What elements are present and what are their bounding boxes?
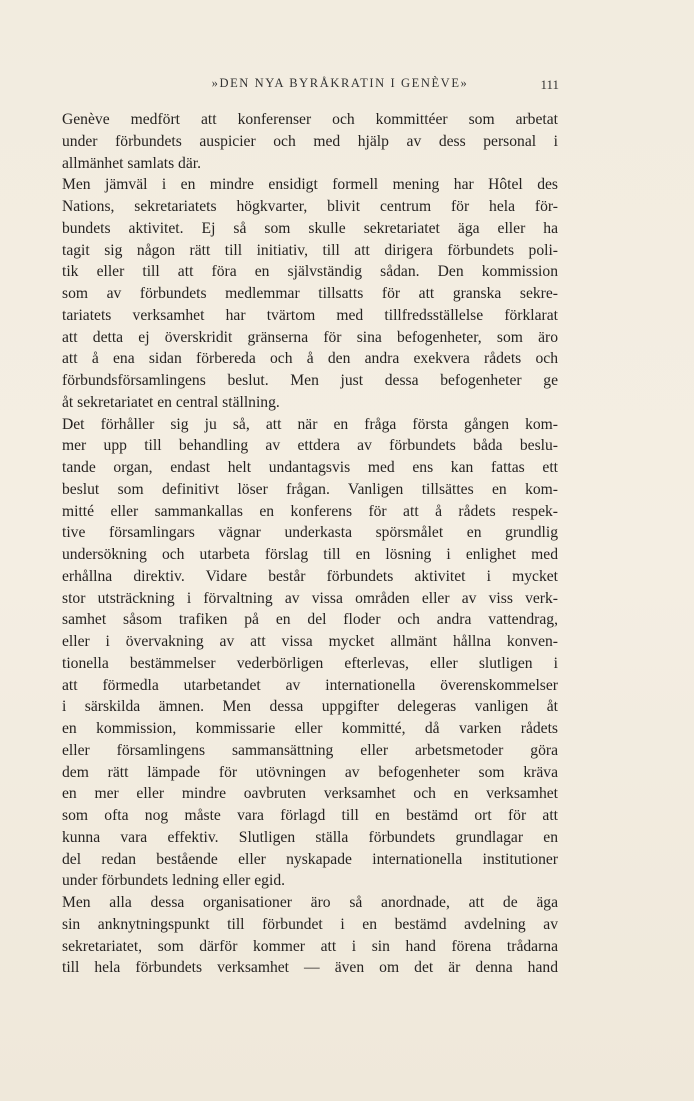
text-line: del redan bestående eller nyskapade internationella institutioner — [62, 850, 558, 868]
text-line: Genève medfört att konferenser och kommittéer som arbetat — [62, 111, 558, 128]
text-line: mer upp till behandling av ettdera av förbundets båda beslu- — [62, 437, 558, 455]
text-line: erhållna direktiv. Vidare består förbundets aktivitet i mycket — [62, 567, 558, 585]
text-line: stor utsträckning i förvaltning av vissa områden eller av viss verk- — [62, 589, 558, 607]
text-line: kunna vara effektiv. Slutligen ställa förbundets grundlagar en — [62, 828, 558, 846]
text-line: sin anknytningspunkt till förbundet i en bestämd avdelning av — [62, 915, 558, 933]
text-line: mitté eller sammankallas en konferens för att å rådets respek- — [62, 502, 558, 520]
text-line: en mer eller mindre oavbruten verksamhet och en verksamhet — [62, 785, 558, 803]
text-line: tive församlingars vägnar underkasta spörsmålet en grundlig — [62, 524, 558, 542]
text-line: i särskilda ämnen. Men dessa uppgifter delegeras vanligen åt — [62, 698, 558, 716]
text-line: Det förhåller sig ju så, att när en fråga första gången kom- — [62, 415, 558, 433]
text-line: tariatets verksamhet har tvärtom med tillfredsställelse förklarat — [62, 306, 558, 324]
text-line: samhet såsom trafiken på en del floder och andra vattendrag, — [62, 611, 558, 629]
text-line: bundets aktivitet. Ej så som skulle sekretariatet äga eller ha — [62, 219, 558, 237]
text-line: att förmedla utarbetandet av internationella överenskommelser — [62, 676, 558, 694]
text-line: tik eller till att föra en självständig sådan. Den kommission — [62, 263, 558, 281]
text-line: att å ena sidan förbereda och å den andra exekvera rådets och — [62, 350, 558, 368]
text-line: Men alla dessa organisationer äro så anordnade, att de äga — [62, 894, 558, 911]
text-line: eller i övervakning av att vissa mycket allmänt hållna konven- — [62, 633, 558, 650]
text-line: åt sekretariatet en central ställning. — [62, 393, 280, 411]
text-line: tande organ, endast helt undantagsvis med ens kan fattas ett — [62, 459, 558, 476]
text-line: som ofta nog måste vara förlagd till en bestämd ort för att — [62, 807, 558, 824]
text-line: tionella bestämmelser vederbörligen efterlevas, eller slutligen i — [62, 654, 558, 672]
text-line: en kommission, kommissarie eller kommitté, då varken rådets — [62, 720, 558, 737]
text-line: allmänhet samlats där. — [62, 154, 202, 172]
text-line: sekretariatet, som därför kommer att i sin hand förena trådarna — [62, 937, 558, 955]
text-line: dem rätt lämpade för utövningen av befogenheter som kräva — [62, 763, 558, 781]
page-number: 111 — [540, 77, 559, 92]
text-line: tagit sig någon rätt till initiativ, till att dirigera förbundets poli- — [62, 241, 558, 259]
text-line: undersökning och utarbeta förslag till en lösning i enlighet med — [62, 546, 558, 563]
text-line: eller församlingens sammansättning eller arbetsmetoder göra — [62, 741, 558, 759]
text-line: Nations, sekretariatets högkvarter, blivit centrum för hela för- — [62, 198, 558, 215]
text-line: beslut som definitivt löser frågan. Vanligen tillsättes en kom- — [62, 480, 558, 498]
body-text — [62, 109, 558, 979]
text-line: som av förbundets medlemmar tillsatts för att granska sekre- — [62, 285, 558, 302]
text-line: förbundsförsamlingens beslut. Men just dessa befogenheter ge — [62, 372, 558, 389]
text-line: att detta ej överskridit gränserna för sina befogenheter, som äro — [62, 328, 558, 346]
text-line: till hela förbundets verksamhet — även om det är denna hand — [62, 959, 558, 977]
text-line: under förbundets ledning eller egid. — [62, 872, 286, 890]
running-title: »DEN NYA BYRÅKRATIN I GENÈVE» — [211, 76, 469, 90]
text-line: under förbundets auspicier och med hjälp av dess personal i — [62, 132, 558, 150]
text-line: Men jämväl i en mindre ensidigt formell mening har Hôtel des — [62, 176, 558, 194]
